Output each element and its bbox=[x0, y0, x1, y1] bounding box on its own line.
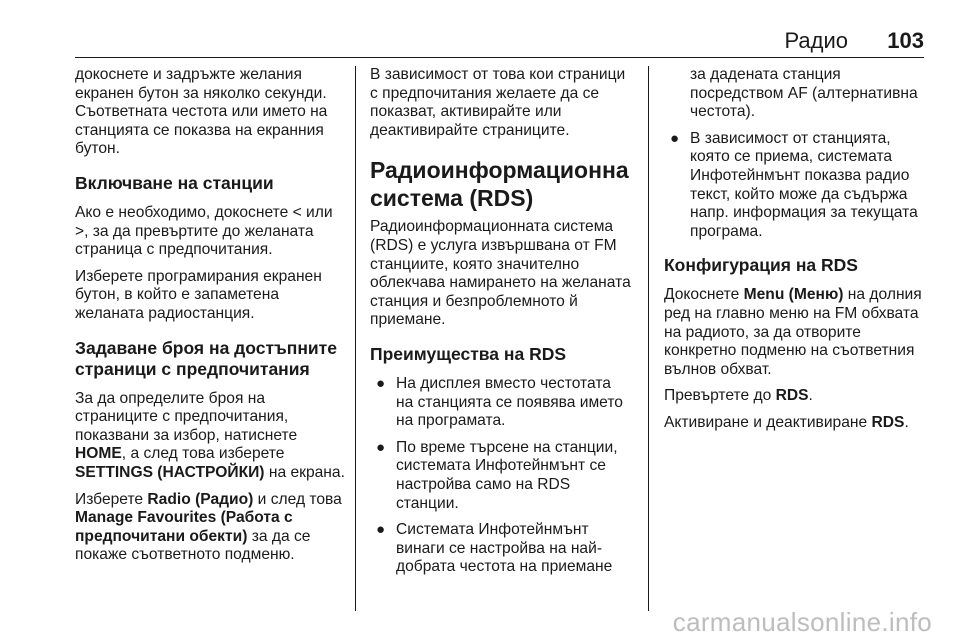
column-2 bbox=[370, 66, 632, 585]
list-item bbox=[664, 130, 926, 242]
list-item bbox=[370, 375, 632, 431]
bullet-icon: ● bbox=[670, 129, 680, 147]
column-divider-2 bbox=[648, 66, 649, 611]
text-span: за да се покаже съответното подменю. bbox=[75, 527, 311, 564]
ui-term-rds: RDS bbox=[871, 413, 905, 431]
section-title: Радио bbox=[784, 28, 848, 53]
bullet-list bbox=[370, 375, 632, 577]
bullet-list-continued bbox=[664, 66, 926, 241]
bullet-icon: ● bbox=[376, 521, 386, 539]
text-span: Превъртете до bbox=[664, 387, 776, 405]
heading-favourite-pages: Задаване броя на достъпните страници с предпочитания bbox=[75, 337, 337, 379]
heading-rds-advantages: Преимущества на RDS bbox=[370, 343, 567, 364]
paragraph bbox=[75, 390, 347, 483]
column-3 bbox=[664, 66, 926, 441]
ui-term-home: HOME bbox=[75, 445, 122, 463]
paragraph bbox=[664, 286, 926, 379]
text-span: на долния ред на главно меню на FM обхвата на радиото, за да отворите конкретно подменю на съответния вълнов обхват. bbox=[664, 286, 922, 378]
bullet-icon: ● bbox=[376, 374, 386, 392]
text-span: Докоснете bbox=[664, 286, 744, 304]
paragraph: В зависимост от това кои страници с предпочитания желаете да се показват, активирайте или деактивирайте страниците. bbox=[370, 66, 626, 139]
bullet-icon: ● bbox=[376, 438, 386, 456]
text-span: . bbox=[904, 413, 909, 431]
paragraph: Ако е необходимо, докоснете < или >, за да превъртите до желаната страница с предпочитания. bbox=[75, 203, 333, 259]
ui-term-settings: SETTINGS (НАСТРОЙКИ) bbox=[75, 463, 265, 481]
text-span: и след това bbox=[253, 490, 342, 508]
text-span: За да определите броя на страниците с предпочитания, показвани за избор, натиснете bbox=[75, 389, 298, 444]
column-divider-1 bbox=[355, 66, 356, 611]
list-item-text: за дадената станция посредством AF (алтернативна честота). bbox=[690, 66, 918, 121]
heading-rds-config: Конфигурация на RDS bbox=[664, 255, 858, 276]
watermark: carmanualsonline.info bbox=[672, 607, 932, 637]
ui-term-manage-favourites: Manage Favourites (Работа с предпочитани обекти) bbox=[75, 509, 293, 545]
list-item-continued bbox=[664, 66, 926, 122]
ui-term-menu: Menu (Меню) bbox=[743, 286, 844, 304]
paragraph bbox=[664, 414, 926, 433]
heading-rds: Радиоинформационна система (RDS) bbox=[370, 157, 629, 212]
paragraph bbox=[664, 387, 926, 406]
text-span: . bbox=[808, 387, 813, 405]
text-span: , а след това изберете bbox=[121, 445, 285, 463]
heading-switch-stations: Включване на станции bbox=[75, 172, 274, 193]
paragraph: докоснете и задръжте желания екранен бутон за няколко секунди. Съответната честота или името на станцията се показва на екранния бутон. bbox=[75, 66, 328, 158]
paragraph: Радиоинформационната система (RDS) е услуга извършвана от FM станциите, която значително облекчава намирането на желаната станция и безпроблемното й приемане. bbox=[370, 218, 631, 329]
paragraph: Изберете програмирания екранен бутон, в който е запаметена желаната радиостанция. bbox=[75, 267, 322, 322]
list-item bbox=[370, 439, 632, 513]
page-number: 103 bbox=[887, 28, 924, 53]
list-item-text: По време търсене на станции, системата Инфотейнмънт се настройва само на RDS станции. bbox=[396, 438, 618, 512]
column-1 bbox=[75, 66, 347, 573]
list-item bbox=[370, 521, 632, 577]
page-header bbox=[0, 26, 960, 58]
paragraph bbox=[75, 491, 347, 565]
header-rule bbox=[75, 57, 924, 58]
text-span: Активиране и деактивиране bbox=[664, 413, 872, 431]
ui-term-radio: Radio (Радио) bbox=[147, 490, 254, 508]
ui-term-rds: RDS bbox=[775, 387, 809, 405]
list-item-text: В зависимост от станцията, която се приема, системата Инфотейнмънт показва радио текст, който може да съдържа напр. информация за текущата програма. bbox=[690, 129, 918, 240]
text-span: Изберете bbox=[75, 490, 148, 508]
text-span: на екрана. bbox=[264, 463, 345, 481]
list-item-text: Системата Инфотейнмънт винаги се настройва на най-добрата честота на приемане bbox=[396, 521, 613, 576]
list-item-text: На дисплея вместо честотата на станцията се появява името на програмата. bbox=[396, 374, 623, 430]
